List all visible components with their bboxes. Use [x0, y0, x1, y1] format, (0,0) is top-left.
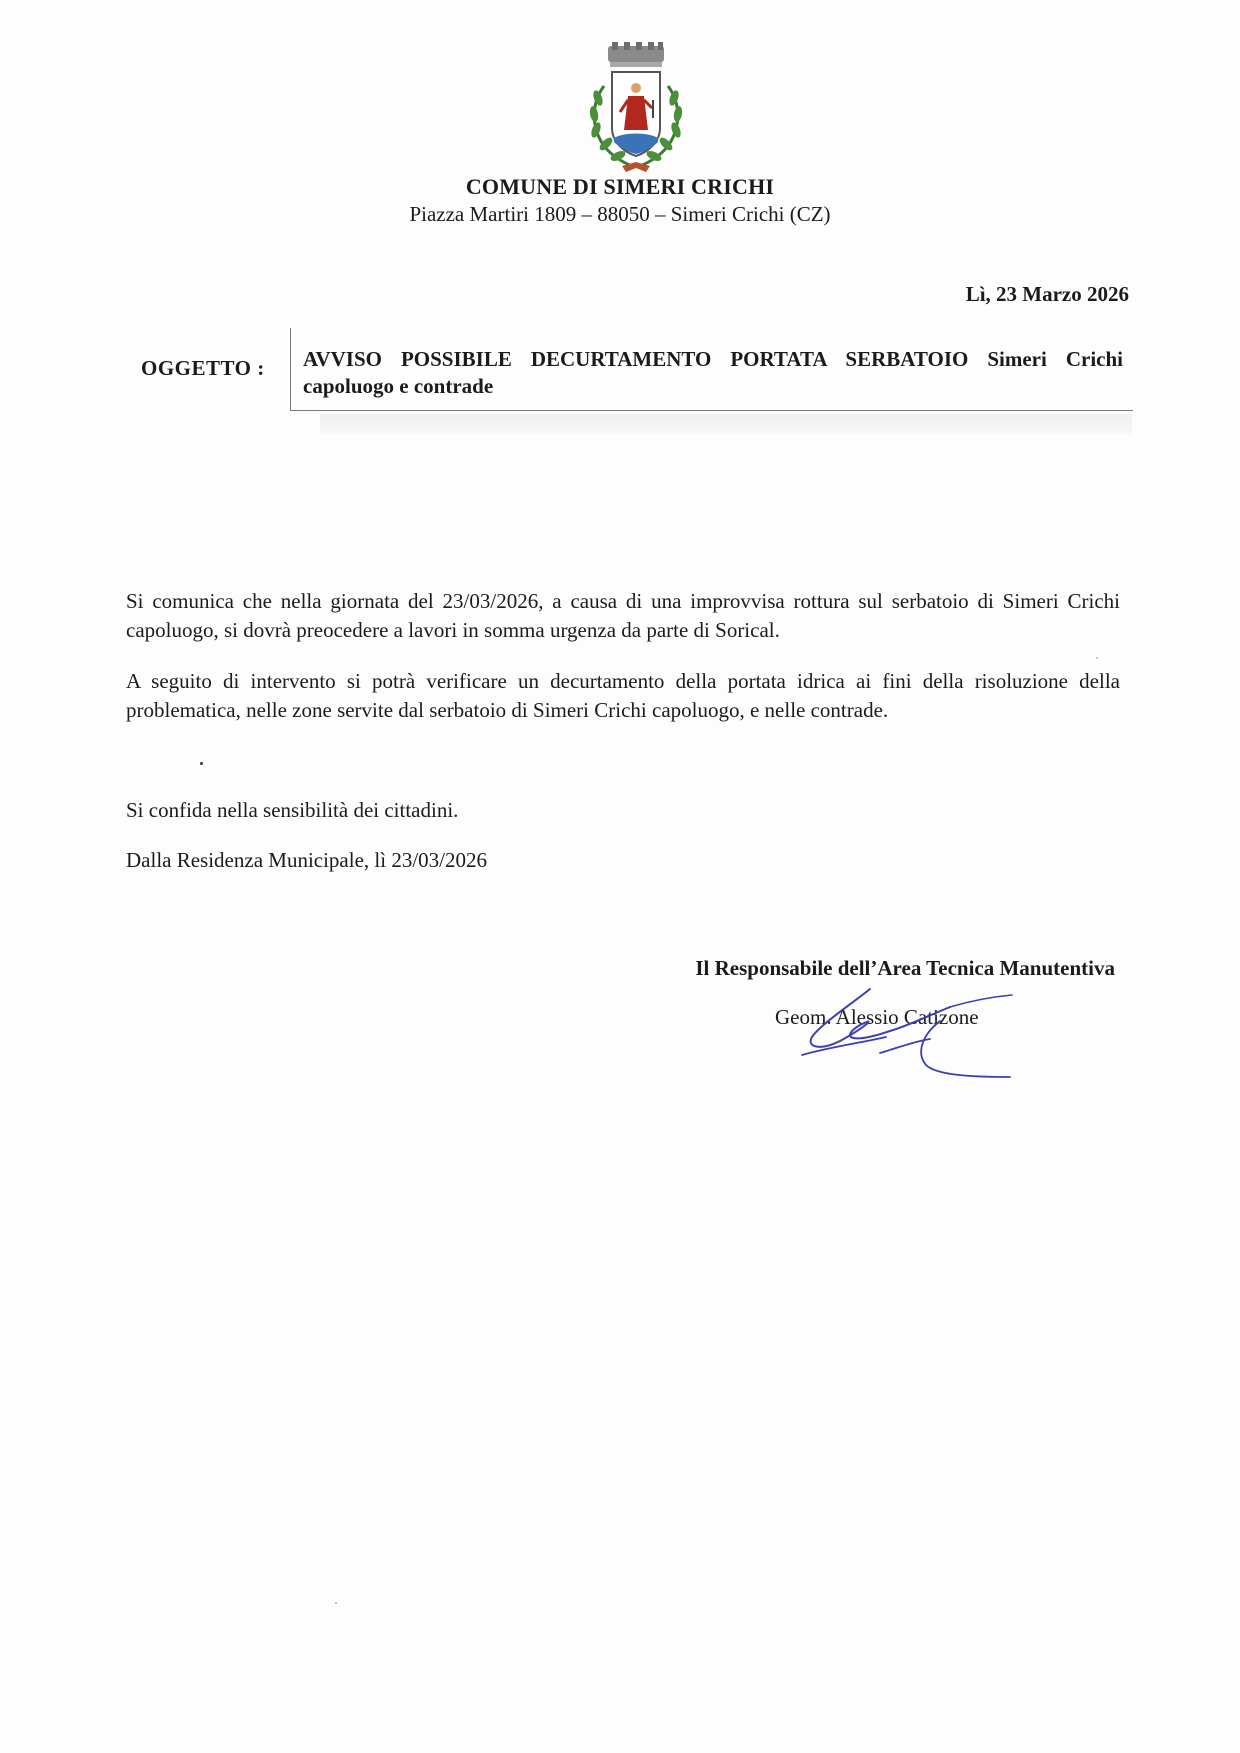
scan-shadow [320, 414, 1132, 434]
signatory-name: Geom. Alessio Catizone [775, 1005, 979, 1029]
signatory-role: Il Responsabile dell’Area Tecnica Manutentiva [695, 956, 1115, 980]
subject-divider [290, 410, 1133, 411]
document-date: Lì, 23 Marzo 2026 [965, 282, 1129, 306]
body-paragraph-1: Si comunica che nella giornata del 23/03/2026, a causa di una improvvisa rottura sul serbatoio di Simeri Crichi capoluogo, si dovrà preocedere a lavori in somma urgenza da parte di Sorical. [126, 589, 1120, 642]
scan-speck [200, 762, 203, 765]
body-paragraph-3: Si confida nella sensibilità dei cittadini. [126, 798, 459, 822]
handwritten-signature [790, 985, 1030, 1085]
municipality-name: COMUNE DI SIMERI CRICHI [465, 174, 775, 199]
scan-speck [335, 1602, 337, 1604]
municipality-address: Piazza Martiri 1809 – 88050 – Simeri Crichi (CZ) [409, 202, 831, 226]
subject-line-1: AVVISO POSSIBILE DECURTAMENTO PORTATA SERBATOIO Simeri Crichi [303, 347, 1123, 371]
scan-speck [1096, 657, 1098, 659]
subject-label: OGGETTO : [141, 356, 265, 380]
subject-text [303, 346, 1123, 400]
subject-line-2: capoluogo e contrade [303, 374, 494, 398]
body-paragraph-4: Dalla Residenza Municipale, lì 23/03/2026 [126, 848, 487, 872]
coat-of-arms-icon [582, 42, 690, 176]
body-paragraph-2: A seguito di intervento si potrà verificare un decurtamento della portata idrica ai fini della risoluzione della problematica, nelle zone servite dal serbatoio di Simeri Crichi capoluogo, e nelle contrade. [126, 669, 1120, 722]
